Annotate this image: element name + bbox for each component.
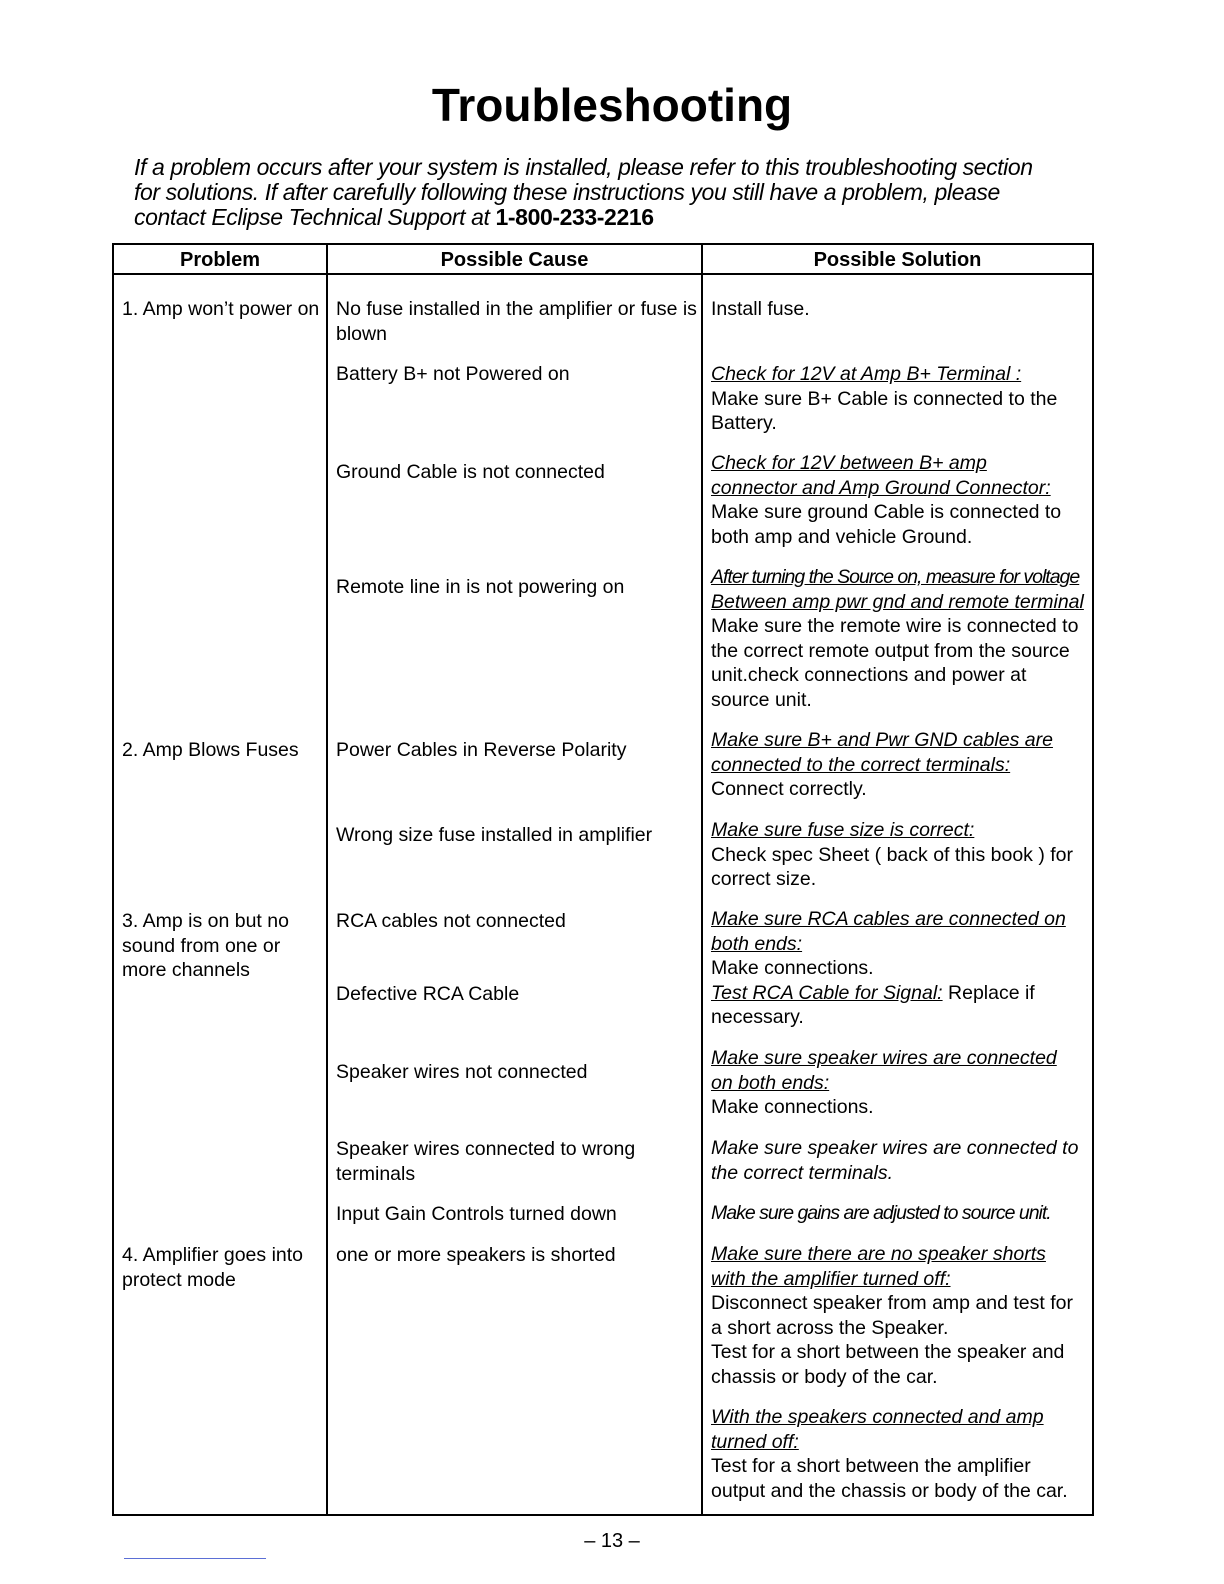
intro-line-3-text: contact Eclipse Technical Support at bbox=[134, 204, 490, 230]
solution-8-heading: Test RCA Cable for Signal: bbox=[711, 981, 943, 1004]
solution-5-heading: Make sure B+ and Pwr GND cables are connected to the correct terminals: bbox=[711, 729, 1053, 776]
cause-5: Power Cables in Reverse Polarity bbox=[336, 739, 627, 761]
page-title: Troubleshooting bbox=[431, 79, 793, 131]
solution-12-body-2: Test for a short between the speaker and chassis or body of the car. bbox=[711, 1341, 1065, 1388]
cause-7: RCA cables not connected bbox=[336, 910, 566, 932]
solution-9-heading: Make sure speaker wires are connected on both ends: bbox=[711, 1047, 1057, 1094]
cause-11: Input Gain Controls turned down bbox=[336, 1203, 617, 1225]
solution-3-body: Make sure ground Cable is connected to both amp and vehicle Ground. bbox=[711, 501, 1062, 548]
problem-1: 1. Amp won’t power on bbox=[122, 298, 320, 320]
cause-2: Battery B+ not Powered on bbox=[336, 363, 570, 385]
support-phone-number: 1-800-233-2216 bbox=[495, 204, 654, 230]
solution-3-heading: Check for 12V between B+ amp connector and Amp Ground Connector: bbox=[711, 452, 1051, 499]
solution-8-body: Replace if necessary. bbox=[711, 981, 1035, 1028]
solution-13-body: Test for a short between the amplifier output and the chassis or body of the car. bbox=[711, 1455, 1068, 1502]
intro-line-1: If a problem occurs after your system is installed, please refer to this troubleshooting section bbox=[134, 154, 1033, 180]
solution-10: Make sure speaker wires are connected to the correct terminals. bbox=[711, 1137, 1079, 1184]
solution-2-body: Make sure B+ Cable is connected to the Battery. bbox=[711, 387, 1058, 434]
solution-12-heading: Make sure there are no speaker shorts with the amplifier turned off: bbox=[711, 1243, 1046, 1290]
solution-6-heading: Make sure fuse size is correct: bbox=[711, 819, 975, 841]
intro-paragraph bbox=[134, 155, 1094, 230]
solution-12 bbox=[711, 1242, 1091, 1389]
solution-7-body: Make connections. bbox=[711, 957, 874, 979]
solution-4-heading-line-1: After turning the Source on, measure for voltage bbox=[711, 566, 1080, 588]
cause-9: Speaker wires not connected bbox=[336, 1061, 588, 1083]
solution-6 bbox=[711, 818, 1091, 892]
solution-7 bbox=[711, 907, 1091, 1030]
solution-2 bbox=[711, 362, 1091, 436]
cause-6: Wrong size fuse installed in amplifier bbox=[336, 824, 653, 846]
solution-6-body: Check spec Sheet ( back of this book ) for correct size. bbox=[711, 843, 1074, 890]
header-problem: Problem bbox=[179, 249, 261, 271]
troubleshooting-table bbox=[112, 243, 1094, 1516]
cause-10: Speaker wires connected to wrong terminals bbox=[336, 1138, 636, 1185]
cause-12: one or more speakers is shorted bbox=[336, 1244, 616, 1266]
page-number: – 13 – bbox=[584, 1530, 640, 1552]
solution-2-heading: Check for 12V at Amp B+ Terminal : bbox=[711, 363, 1022, 385]
header-possible-cause: Possible Cause bbox=[440, 249, 589, 271]
column-divider-1 bbox=[326, 245, 328, 1514]
solution-7-heading: Make sure RCA cables are connected on both ends: bbox=[711, 908, 1066, 955]
solution-13-heading: With the speakers connected and amp turned off: bbox=[711, 1406, 1044, 1453]
cause-8: Defective RCA Cable bbox=[336, 983, 520, 1005]
solution-4-body: Make sure the remote wire is connected to the correct remote output from the source unit.check connections and power at source unit. bbox=[711, 615, 1079, 711]
solution-4-heading-line-2: Between amp pwr gnd and remote terminal bbox=[711, 590, 1084, 613]
solution-13 bbox=[711, 1405, 1091, 1503]
intro-line-2: for solutions. If after carefully following these instructions you still have a problem, please bbox=[134, 179, 1000, 205]
solution-9-body: Make connections. bbox=[711, 1096, 874, 1118]
header-possible-solution: Possible Solution bbox=[813, 249, 982, 271]
intro-line-3 bbox=[134, 205, 1094, 230]
solution-11: Make sure gains are adjusted to source unit. bbox=[711, 1202, 1051, 1224]
footnote-rule bbox=[124, 1558, 266, 1559]
solution-3 bbox=[711, 451, 1071, 549]
solution-5 bbox=[711, 728, 1091, 802]
solution-8 bbox=[711, 981, 1091, 1030]
solution-1: Install fuse. bbox=[711, 298, 810, 320]
solution-12-body-1: Disconnect speaker from amp and test for a short across the Speaker. bbox=[711, 1292, 1073, 1339]
problem-2: 2. Amp Blows Fuses bbox=[122, 739, 299, 761]
problem-3: 3. Amp is on but no sound from one or more channels bbox=[122, 910, 289, 981]
solution-4 bbox=[711, 565, 1091, 712]
solution-9 bbox=[711, 1046, 1091, 1120]
solution-5-body: Connect correctly. bbox=[711, 778, 867, 800]
column-divider-2 bbox=[701, 245, 703, 1514]
cause-1: No fuse installed in the amplifier or fuse is blown bbox=[336, 298, 697, 345]
cause-4: Remote line in is not powering on bbox=[336, 576, 625, 598]
cause-3: Ground Cable is not connected bbox=[336, 461, 605, 483]
problem-4: 4. Amplifier goes into protect mode bbox=[122, 1244, 304, 1291]
